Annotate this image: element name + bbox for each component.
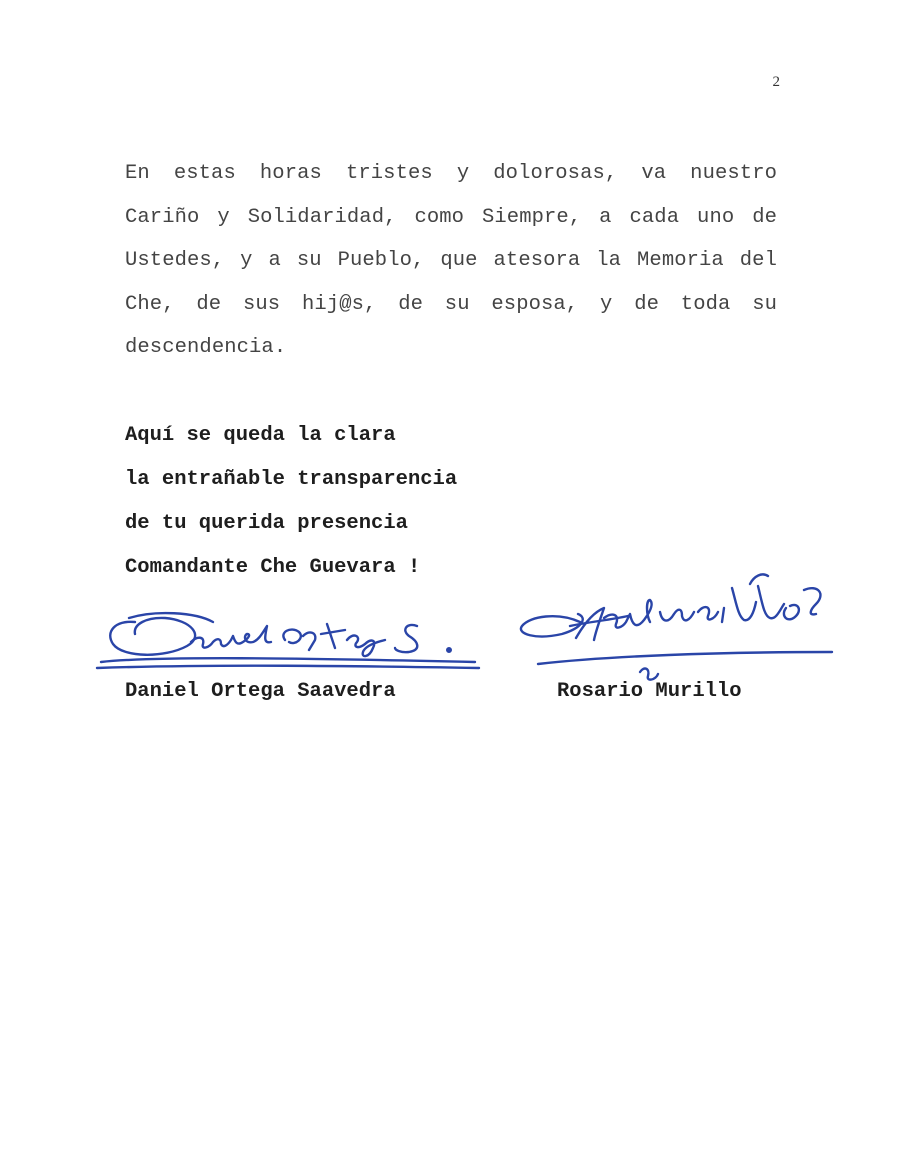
verse-line: Comandante Che Guevara ! bbox=[125, 556, 421, 579]
verse-line: de tu querida presencia bbox=[125, 512, 408, 535]
page-number: 2 bbox=[772, 74, 780, 90]
signature-daniel-ortega bbox=[95, 596, 485, 680]
verse-line: Aquí se queda la clara bbox=[125, 424, 396, 447]
signer-name-daniel: Daniel Ortega Saavedra bbox=[125, 680, 396, 703]
letter-paragraph: En estas horas tristes y dolorosas, va nuestro Cariño y Solidaridad, como Siempre, a cada uno de Ustedes, y a su Pueblo, que atesora la Memoria del Che, de sus hij@s, de su esposa, y de toda su descendencia. bbox=[125, 162, 777, 359]
verse-line: la entrañable transparencia bbox=[125, 468, 458, 491]
signer-name-rosario: Rosario Murillo bbox=[557, 680, 742, 703]
signature-rosario-murillo bbox=[518, 568, 838, 686]
verse-block bbox=[125, 414, 457, 590]
